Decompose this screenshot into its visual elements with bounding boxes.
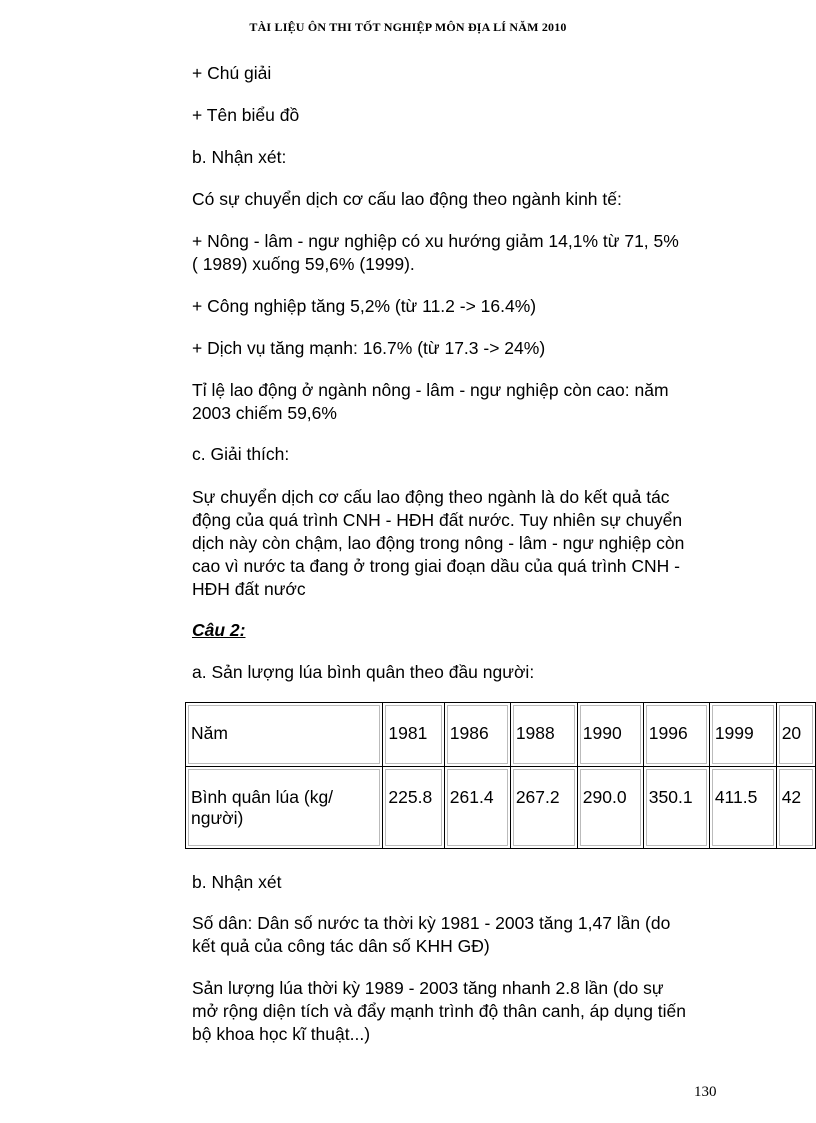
value-cell: 225.8: [383, 767, 444, 849]
value-cell: 411.5: [709, 767, 776, 849]
text-line: mở rộng diện tích và đẩy mạnh trình độ thân canh, áp dụng tiến: [192, 1001, 687, 1021]
paragraph-san-luong-lua: [192, 977, 732, 1046]
year-cell: 1996: [643, 703, 709, 767]
text-line: Sự chuyển dịch cơ cấu lao động theo ngành là do kết quả tác: [192, 487, 670, 507]
line-nhan-xet-2: b. Nhận xét: [192, 872, 282, 892]
text-line: cao vì nước ta đang ở trong giai đoạn dầu của quá trình CNH -: [192, 556, 681, 576]
text-line: Sản lượng lúa thời kỳ 1989 - 2003 tăng nhanh 2.8 lần (do sự: [192, 978, 664, 998]
rice-per-capita-table: [185, 702, 816, 849]
text-line: ( 1989) xuống 59,6% (1999).: [192, 254, 415, 274]
value-cell: 267.2: [510, 767, 577, 849]
page-header: TÀI LIỆU ÔN THI TỐT NGHIỆP MÔN ĐỊA LÍ NĂM 2010: [249, 20, 567, 34]
text-line: dịch này còn chậm, lao động trong nông - lâm - ngư nghiệp còn: [192, 533, 685, 553]
table-row: [186, 767, 816, 849]
text-line: Bình quân lúa (kg/: [191, 787, 334, 807]
year-cell: 20: [776, 703, 815, 767]
text-line: HĐH đất nước: [192, 579, 306, 599]
table-row: [186, 703, 816, 767]
text-line: bộ khoa học kĩ thuật...): [192, 1024, 371, 1044]
paragraph-so-dan: [192, 912, 732, 958]
year-cell: 1988: [510, 703, 577, 767]
year-cell: 1999: [709, 703, 776, 767]
question-2-heading: Câu 2:: [192, 620, 246, 640]
text-line: động của quá trình CNH - HĐH đất nước. Tuy nhiên sự chuyển: [192, 510, 683, 530]
line-san-luong: a. Sản lượng lúa bình quân theo đầu người:: [192, 662, 535, 682]
line-chu-giai: + Chú giải: [192, 63, 272, 83]
text-line: Tỉ lệ lao động ở ngành nông - lâm - ngư nghiệp còn cao: năm: [192, 380, 669, 400]
value-cell: 261.4: [444, 767, 510, 849]
text-line: Số dân: Dân số nước ta thời kỳ 1981 - 2003 tăng 1,47 lần (do: [192, 913, 671, 933]
table-label-cell: [186, 767, 383, 849]
paragraph-su-chuyen-dich: [192, 486, 732, 601]
year-cell: 1981: [383, 703, 444, 767]
page-number: 130: [694, 1084, 717, 1100]
year-cell: 1990: [577, 703, 643, 767]
line-cong-nghiep: + Công nghiệp tăng 5,2% (từ 11.2 -> 16.4%): [192, 296, 537, 316]
paragraph-nong-lam: [192, 230, 732, 276]
line-dich-vu: + Dịch vụ tăng mạnh: 16.7% (từ 17.3 -> 24%): [192, 338, 546, 358]
text-line: kết quả của công tác dân số KHH GĐ): [192, 936, 490, 956]
table-header-cell: Năm: [186, 703, 383, 767]
paragraph-ti-le: [192, 379, 732, 425]
text-line: 2003 chiếm 59,6%: [192, 403, 337, 423]
line-ten-bieu-do: + Tên biểu đồ: [192, 105, 300, 125]
text-line: + Nông - lâm - ngư nghiệp có xu hướng giảm 14,1% từ 71, 5%: [192, 231, 679, 251]
value-cell: 290.0: [577, 767, 643, 849]
value-cell: 350.1: [643, 767, 709, 849]
line-nhan-xet: b. Nhận xét:: [192, 147, 287, 167]
text-line: người): [191, 808, 244, 828]
line-co-su-chuyen-dich: Có sự chuyển dịch cơ cấu lao động theo ngành kinh tế:: [192, 189, 622, 209]
line-giai-thich: c. Giải thích:: [192, 444, 290, 464]
value-cell: 42: [776, 767, 815, 849]
year-cell: 1986: [444, 703, 510, 767]
